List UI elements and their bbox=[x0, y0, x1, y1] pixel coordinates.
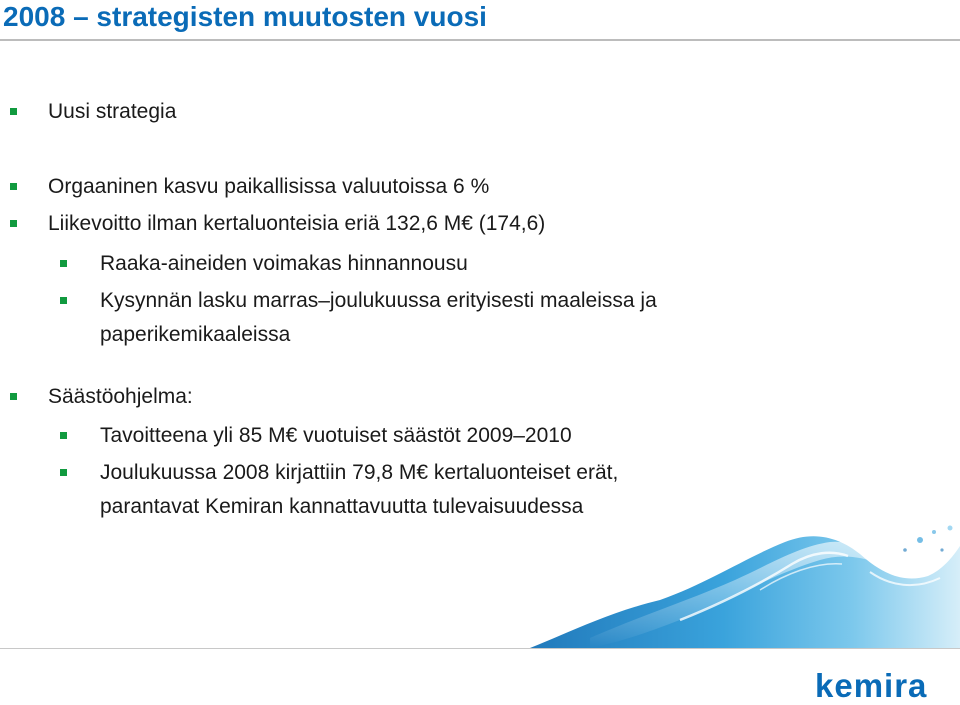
bullet-text-continuation: parantavat Kemiran kannattavuutta tulevaisuudessa bbox=[100, 495, 584, 518]
bullet-text: Orgaaninen kasvu paikallisissa valuutoissa 6 % bbox=[48, 175, 490, 198]
bullet-text: Säästöohjelma: bbox=[48, 385, 193, 408]
water-splash-image bbox=[530, 520, 960, 648]
bullet-text: Liikevoitto ilman kertaluonteisia eriä 132,6 M€ (174,6) bbox=[48, 212, 546, 235]
sub-bullet-item bbox=[100, 284, 657, 352]
bullet-marker-icon bbox=[60, 260, 67, 267]
bullet-text: Uusi strategia bbox=[48, 100, 177, 123]
bullet-marker-icon bbox=[10, 393, 17, 400]
sub-bullet-item bbox=[100, 247, 468, 281]
bullet-marker-icon bbox=[60, 297, 67, 304]
bullet-marker-icon bbox=[10, 220, 17, 227]
bullet-item bbox=[48, 170, 489, 204]
bullet-item bbox=[48, 380, 193, 414]
footer-divider bbox=[0, 648, 960, 649]
bullet-item bbox=[48, 207, 545, 241]
bullet-text: Kysynnän lasku marras–joulukuussa erityisesti maaleissa ja bbox=[100, 289, 657, 312]
bullet-text: Joulukuussa 2008 kirjattiin 79,8 M€ kertaluonteiset erät, bbox=[100, 461, 619, 484]
sub-bullet-item bbox=[100, 456, 618, 524]
kemira-logo: kemira bbox=[815, 667, 928, 704]
bullet-marker-icon bbox=[10, 183, 17, 190]
bullet-marker-icon bbox=[10, 108, 17, 115]
bullet-text-continuation: paperikemikaaleissa bbox=[100, 323, 291, 346]
bullet-text: Raaka-aineiden voimakas hinnannousu bbox=[100, 252, 468, 275]
bullet-marker-icon bbox=[60, 469, 67, 476]
bullet-marker-icon bbox=[60, 432, 67, 439]
sub-bullet-item bbox=[100, 419, 572, 453]
bullet-text: Tavoitteena yli 85 M€ vuotuiset säästöt 2009–2010 bbox=[100, 424, 572, 447]
slide-title: 2008 – strategisten muutosten vuosi bbox=[3, 1, 487, 32]
title-divider bbox=[0, 39, 960, 41]
bullet-item bbox=[48, 95, 176, 129]
